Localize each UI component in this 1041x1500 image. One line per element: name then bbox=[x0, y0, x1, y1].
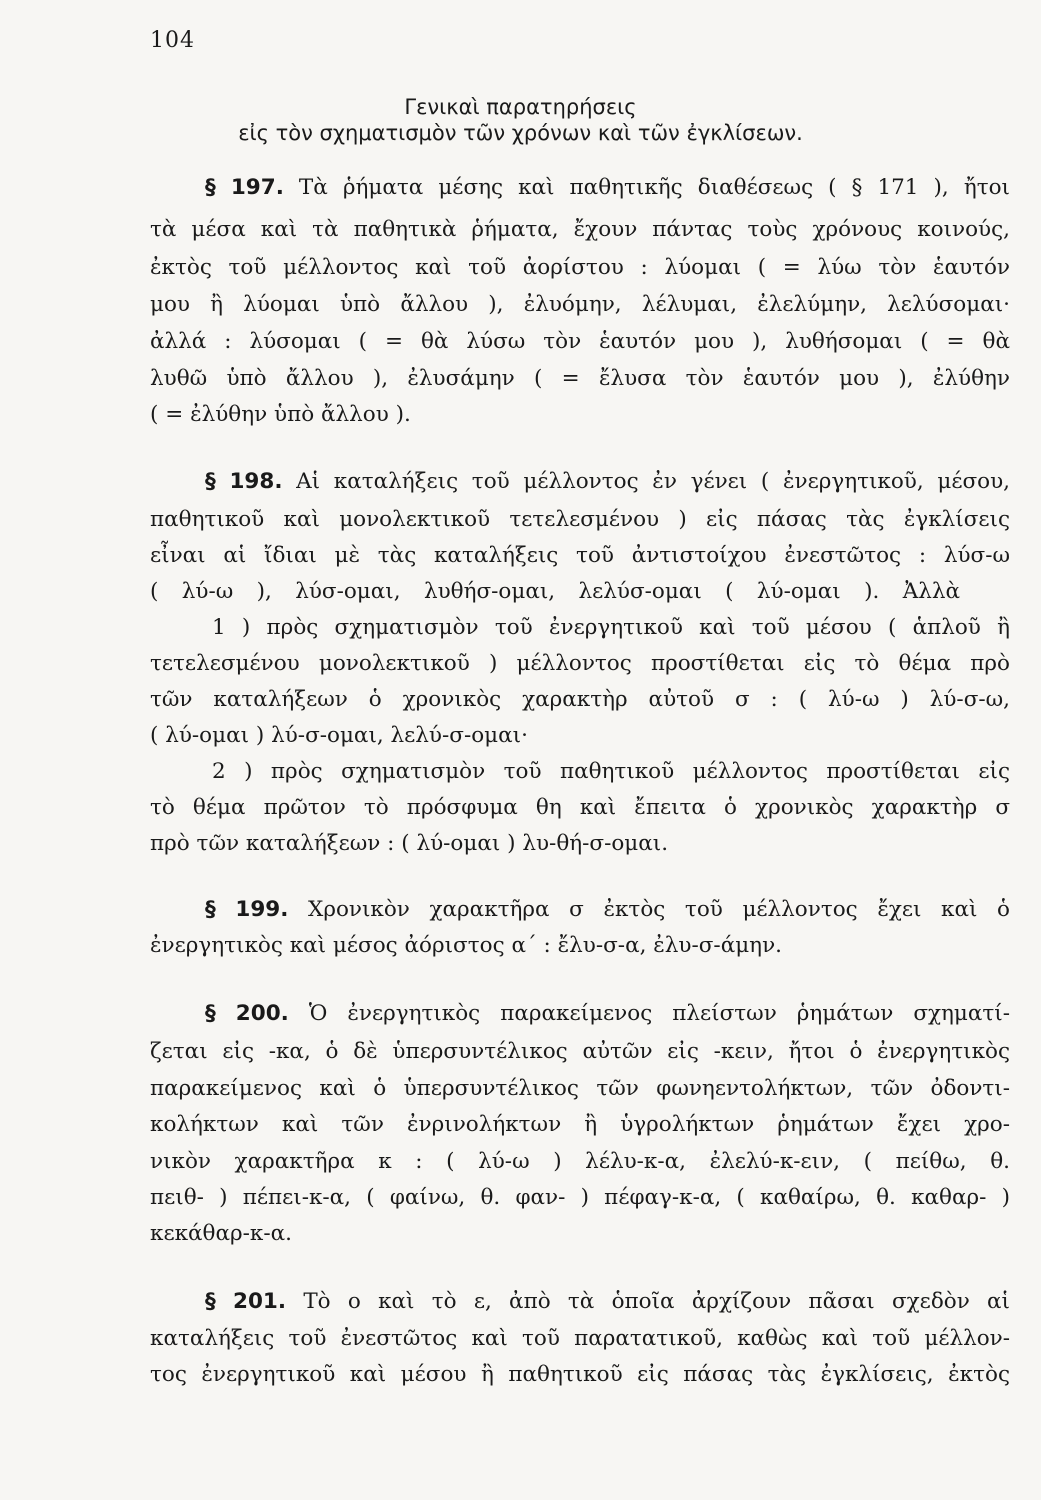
text-line: § 198. Αἱ καταλήξεις τοῦ μέλλοντος ἐν γένει ( ἐνεργητικοῦ, μέσου, bbox=[205, 469, 1010, 494]
text-line: 2 ) πρὸς σχηματισμὸν τοῦ παθητικοῦ μέλλοντος προστίθεται εἰς bbox=[212, 759, 1010, 784]
section-number: 198. bbox=[229, 469, 283, 494]
section-number: 201. bbox=[233, 1289, 287, 1314]
text-line: § 200. Ὁ ἐνεργητικὸς παρακείμενος πλείστων ῥημάτων σχηματί- bbox=[205, 1001, 1010, 1026]
text-line: 1 ) πρὸς σχηματισμὸν τοῦ ἐνεργητικοῦ καὶ τοῦ μέσου ( ἁπλοῦ ἢ bbox=[212, 615, 1010, 640]
text-line: κολήκτων καὶ τῶν ἐνρινολήκτων ἢ ὑγρολήκτων ῥημάτων ἔχει χρο- bbox=[150, 1112, 1010, 1137]
text-line: πρὸ τῶν καταλήξεων : ( λύ-ομαι ) λυ-θή-σ-ομαι. bbox=[150, 831, 669, 856]
text-line: τὰ μέσα καὶ τὰ παθητικὰ ῥήματα, ἔχουν πάντας τοὺς χρόνους κοινούς, bbox=[150, 217, 1010, 242]
text-line: τὸ θέμα πρῶτον τὸ πρόσφυμα θη καὶ ἔπειτα ὁ χρονικὸς χαρακτὴρ σ bbox=[150, 795, 1010, 820]
text-line: ζεται εἰς -κα, ὁ δὲ ὑπερσυντέλικος αὐτῶν εἰς -κειν, ἤτοι ὁ ἐνεργητικὸς bbox=[150, 1039, 1010, 1064]
text-line: § 201. Τὸ ο καὶ τὸ ε, ἀπὸ τὰ ὁποῖα ἀρχίζουν πᾶσαι σχεδὸν αἱ bbox=[205, 1289, 1010, 1314]
text-line: παρακείμενος καὶ ὁ ὑπερσυντέλικος τῶν φωνηεντολήκτων, τῶν ὀδοντι- bbox=[150, 1076, 1010, 1101]
text-line: πειθ- ) πέπει-κ-α, ( φαίνω, θ. φαν- ) πέφαγ-κ-α, ( καθαίρω, θ. καθαρ- ) bbox=[150, 1185, 1010, 1210]
page-number: 104 bbox=[150, 28, 195, 53]
text-line: παθητικοῦ καὶ μονολεκτικοῦ τετελεσμένου ) εἰς πάσας τὰς ἐγκλίσεις bbox=[150, 507, 1010, 532]
section-number: 200. bbox=[235, 1001, 289, 1026]
text-line: ἐνεργητικὸς καὶ μέσος ἀόριστος α΄ : ἔλυ-σ-α, ἐλυ-σ-άμην. bbox=[150, 933, 782, 958]
heading-line-2: εἰς τὸν σχηματισμὸν τῶν χρόνων καὶ τῶν ἐγκλίσεων. bbox=[238, 121, 803, 145]
text-line: ( = ἐλύθην ὑπὸ ἄλλου ). bbox=[150, 402, 411, 427]
text-line: μου ἢ λύομαι ὑπὸ ἄλλου ), ἐλυόμην, λέλυμαι, ἐλελύμην, λελύσομαι· bbox=[150, 292, 1010, 317]
text-line: κεκάθαρ-κ-α. bbox=[150, 1221, 292, 1246]
section-symbol: § bbox=[205, 1001, 216, 1026]
text-line: ἐκτὸς τοῦ μέλλοντος καὶ τοῦ ἀορίστου : λύομαι ( = λύω τὸν ἑαυτόν bbox=[150, 255, 1010, 280]
text-line: τος ἐνεργητικοῦ καὶ μέσου ἢ παθητικοῦ εἰς πάσας τὰς ἐγκλίσεις, ἐκτὸς bbox=[150, 1362, 1010, 1387]
text-line: ἀλλά : λύσομαι ( = θὰ λύσω τὸν ἑαυτόν μου ), λυθήσομαι ( = θὰ bbox=[150, 329, 1010, 354]
text-line: § 199. Χρονικὸν χαρακτῆρα σ ἐκτὸς τοῦ μέλλοντος ἔχει καὶ ὁ bbox=[205, 897, 1010, 922]
text-line: τῶν καταλήξεων ὁ χρονικὸς χαρακτὴρ αὐτοῦ σ : ( λύ-ω ) λύ-σ-ω, bbox=[150, 687, 1010, 712]
text-line: ( λύ-ομαι ) λύ-σ-ομαι, λελύ-σ-ομαι· bbox=[150, 723, 528, 748]
text-line: νικὸν χαρακτῆρα κ : ( λύ-ω ) λέλυ-κ-α, ἐλελύ-κ-ειν, ( πείθω, θ. bbox=[150, 1149, 1010, 1174]
text-line: καταλήξεις τοῦ ἐνεστῶτος καὶ τοῦ παρατατικοῦ, καθὼς καὶ τοῦ μέλλον- bbox=[150, 1326, 1010, 1351]
text-line: ( λύ-ω ), λύσ-ομαι, λυθήσ-ομαι, λελύσ-ομαι ( λύ-ομαι ). Ἀλλὰ bbox=[150, 579, 960, 604]
section-symbol: § bbox=[205, 175, 216, 200]
text-line: εἶναι αἱ ἴδιαι μὲ τὰς καταλήξεις τοῦ ἀντιστοίχου ἐνεστῶτος : λύσ-ω bbox=[150, 543, 1010, 568]
text-line: τετελεσμένου μονολεκτικοῦ ) μέλλοντος προστίθεται εἰς τὸ θέμα πρὸ bbox=[150, 651, 1010, 676]
heading-line-1: Γενικαὶ παρατηρήσεις bbox=[404, 95, 637, 119]
section-symbol: § bbox=[205, 897, 216, 922]
text-line: λυθῶ ὑπὸ ἄλλου ), ἐλυσάμην ( = ἔλυσα τὸν ἑαυτόν μου ), ἐλύθην bbox=[150, 366, 1010, 391]
text-line: § 197. Τὰ ῥήματα μέσης καὶ παθητικῆς διαθέσεως ( § 171 ), ἤτοι bbox=[205, 175, 1010, 200]
section-number: 197. bbox=[230, 175, 284, 200]
section-symbol: § bbox=[205, 469, 216, 494]
section-number: 199. bbox=[235, 897, 289, 922]
section-symbol: § bbox=[205, 1289, 216, 1314]
